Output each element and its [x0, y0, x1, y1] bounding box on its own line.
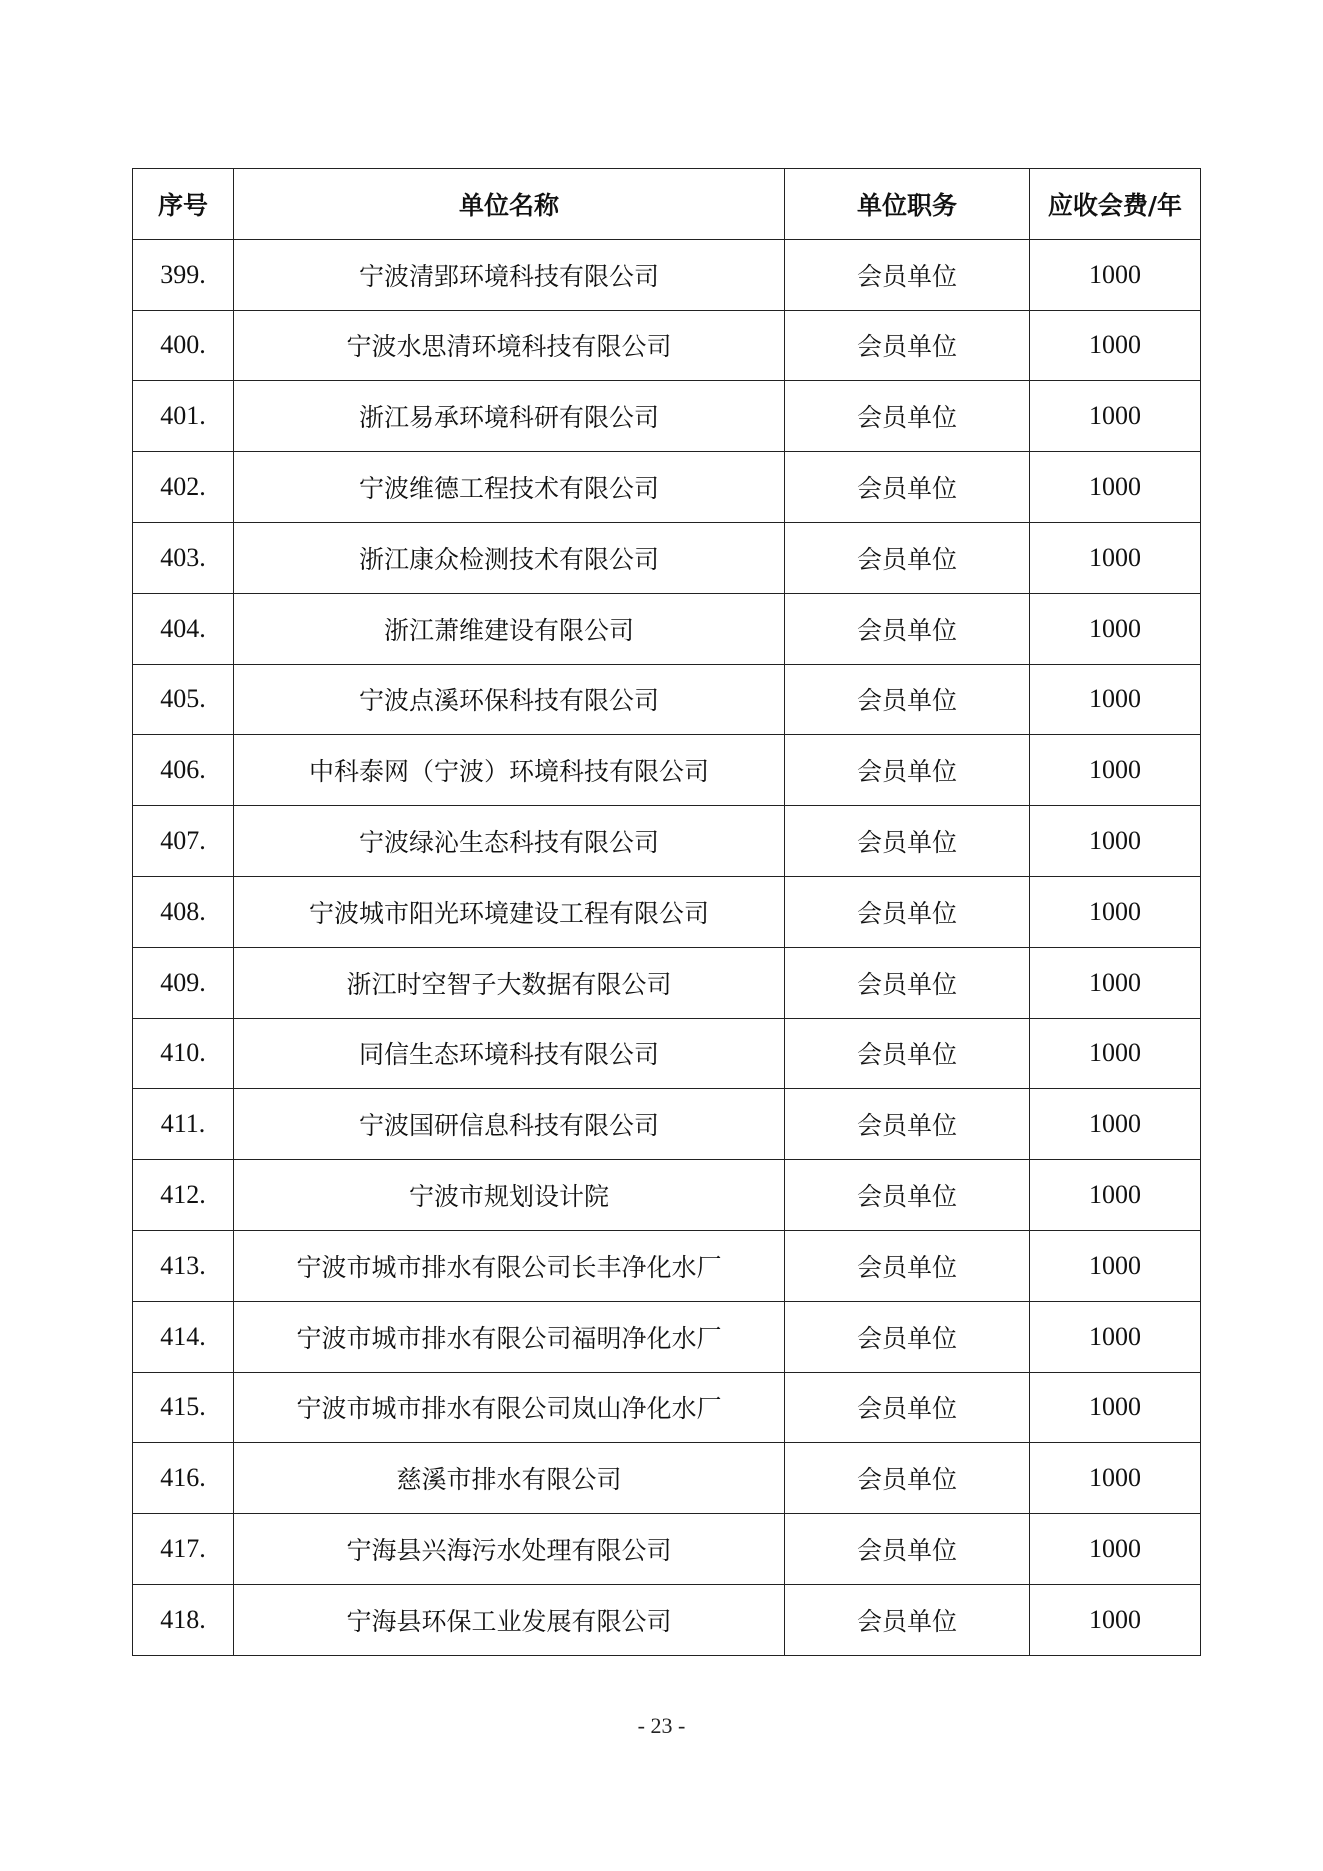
- cell-unit-role: 会员单位: [785, 1301, 1030, 1372]
- cell-unit-name: 宁海县兴海污水处理有限公司: [234, 1514, 785, 1585]
- table-row: [133, 1230, 1201, 1301]
- table-row: [133, 876, 1201, 947]
- table-row: [133, 664, 1201, 735]
- cell-seq: 416.: [133, 1443, 234, 1514]
- cell-unit-role: 会员单位: [785, 1443, 1030, 1514]
- header-unit-role: 单位职务: [785, 169, 1030, 240]
- member-fee-table: [132, 168, 1201, 1656]
- cell-unit-role: 会员单位: [785, 522, 1030, 593]
- cell-unit-role: 会员单位: [785, 239, 1030, 310]
- table-row: [133, 310, 1201, 381]
- cell-seq: 405.: [133, 664, 234, 735]
- table-row: [133, 1584, 1201, 1655]
- cell-unit-name: 浙江康众检测技术有限公司: [234, 522, 785, 593]
- table-header: [133, 169, 1201, 240]
- table-row: [133, 735, 1201, 806]
- cell-fee: 1000: [1030, 593, 1201, 664]
- header-unit-name: 单位名称: [234, 169, 785, 240]
- cell-seq: 399.: [133, 239, 234, 310]
- header-annual-fee: 应收会费/年: [1030, 169, 1201, 240]
- cell-unit-role: 会员单位: [785, 947, 1030, 1018]
- cell-unit-name: 宁波国研信息科技有限公司: [234, 1089, 785, 1160]
- cell-fee: 1000: [1030, 1301, 1201, 1372]
- table-row: [133, 452, 1201, 523]
- header-row: [133, 169, 1201, 240]
- cell-unit-name: 宁波市城市排水有限公司岚山净化水厂: [234, 1372, 785, 1443]
- cell-unit-name: 宁波城市阳光环境建设工程有限公司: [234, 876, 785, 947]
- cell-fee: 1000: [1030, 1160, 1201, 1231]
- cell-unit-name: 浙江时空智子大数据有限公司: [234, 947, 785, 1018]
- cell-unit-role: 会员单位: [785, 1372, 1030, 1443]
- table-row: [133, 1301, 1201, 1372]
- cell-seq: 401.: [133, 381, 234, 452]
- table-row: [133, 947, 1201, 1018]
- cell-unit-role: 会员单位: [785, 310, 1030, 381]
- cell-fee: 1000: [1030, 735, 1201, 806]
- table-row: [133, 1514, 1201, 1585]
- table-row: [133, 1443, 1201, 1514]
- header-seq: 序号: [133, 169, 234, 240]
- cell-unit-role: 会员单位: [785, 1230, 1030, 1301]
- cell-unit-role: 会员单位: [785, 1018, 1030, 1089]
- cell-fee: 1000: [1030, 1089, 1201, 1160]
- cell-unit-name: 宁波水思清环境科技有限公司: [234, 310, 785, 381]
- cell-unit-role: 会员单位: [785, 664, 1030, 735]
- cell-fee: 1000: [1030, 1584, 1201, 1655]
- cell-seq: 413.: [133, 1230, 234, 1301]
- table-row: [133, 1018, 1201, 1089]
- cell-seq: 402.: [133, 452, 234, 523]
- cell-fee: 1000: [1030, 381, 1201, 452]
- cell-seq: 403.: [133, 522, 234, 593]
- cell-fee: 1000: [1030, 452, 1201, 523]
- cell-fee: 1000: [1030, 664, 1201, 735]
- cell-seq: 412.: [133, 1160, 234, 1231]
- cell-fee: 1000: [1030, 1443, 1201, 1514]
- cell-fee: 1000: [1030, 239, 1201, 310]
- cell-unit-name: 慈溪市排水有限公司: [234, 1443, 785, 1514]
- cell-seq: 411.: [133, 1089, 234, 1160]
- cell-seq: 400.: [133, 310, 234, 381]
- cell-unit-role: 会员单位: [785, 452, 1030, 523]
- cell-seq: 418.: [133, 1584, 234, 1655]
- cell-seq: 404.: [133, 593, 234, 664]
- cell-unit-name: 中科泰网（宁波）环境科技有限公司: [234, 735, 785, 806]
- cell-unit-role: 会员单位: [785, 1089, 1030, 1160]
- cell-fee: 1000: [1030, 876, 1201, 947]
- cell-fee: 1000: [1030, 522, 1201, 593]
- cell-unit-name: 浙江萧维建设有限公司: [234, 593, 785, 664]
- table-row: [133, 593, 1201, 664]
- cell-unit-role: 会员单位: [785, 381, 1030, 452]
- cell-unit-role: 会员单位: [785, 1584, 1030, 1655]
- cell-unit-name: 宁波维德工程技术有限公司: [234, 452, 785, 523]
- cell-unit-role: 会员单位: [785, 806, 1030, 877]
- cell-fee: 1000: [1030, 1230, 1201, 1301]
- cell-seq: 407.: [133, 806, 234, 877]
- cell-fee: 1000: [1030, 1018, 1201, 1089]
- table-row: [133, 522, 1201, 593]
- table-row: [133, 381, 1201, 452]
- cell-fee: 1000: [1030, 947, 1201, 1018]
- cell-fee: 1000: [1030, 806, 1201, 877]
- table-row: [133, 1372, 1201, 1443]
- cell-fee: 1000: [1030, 1372, 1201, 1443]
- cell-unit-name: 同信生态环境科技有限公司: [234, 1018, 785, 1089]
- cell-unit-name: 宁海县环保工业发展有限公司: [234, 1584, 785, 1655]
- cell-unit-name: 宁波市城市排水有限公司长丰净化水厂: [234, 1230, 785, 1301]
- cell-unit-role: 会员单位: [785, 1160, 1030, 1231]
- cell-unit-role: 会员单位: [785, 1514, 1030, 1585]
- table-row: [133, 1089, 1201, 1160]
- cell-unit-role: 会员单位: [785, 593, 1030, 664]
- table-body: [133, 239, 1201, 1655]
- cell-unit-name: 宁波清郢环境科技有限公司: [234, 239, 785, 310]
- cell-seq: 406.: [133, 735, 234, 806]
- page-number: - 23 -: [637, 1713, 686, 1738]
- cell-seq: 409.: [133, 947, 234, 1018]
- table-row: [133, 239, 1201, 310]
- cell-fee: 1000: [1030, 1514, 1201, 1585]
- cell-unit-role: 会员单位: [785, 876, 1030, 947]
- cell-seq: 414.: [133, 1301, 234, 1372]
- cell-unit-name: 宁波绿沁生态科技有限公司: [234, 806, 785, 877]
- cell-unit-name: 宁波市规划设计院: [234, 1160, 785, 1231]
- cell-fee: 1000: [1030, 310, 1201, 381]
- cell-unit-name: 宁波点溪环保科技有限公司: [234, 664, 785, 735]
- cell-unit-role: 会员单位: [785, 735, 1030, 806]
- cell-unit-name: 浙江易承环境科研有限公司: [234, 381, 785, 452]
- cell-seq: 415.: [133, 1372, 234, 1443]
- table-row: [133, 1160, 1201, 1231]
- cell-seq: 417.: [133, 1514, 234, 1585]
- table-row: [133, 806, 1201, 877]
- cell-seq: 410.: [133, 1018, 234, 1089]
- cell-seq: 408.: [133, 876, 234, 947]
- cell-unit-name: 宁波市城市排水有限公司福明净化水厂: [234, 1301, 785, 1372]
